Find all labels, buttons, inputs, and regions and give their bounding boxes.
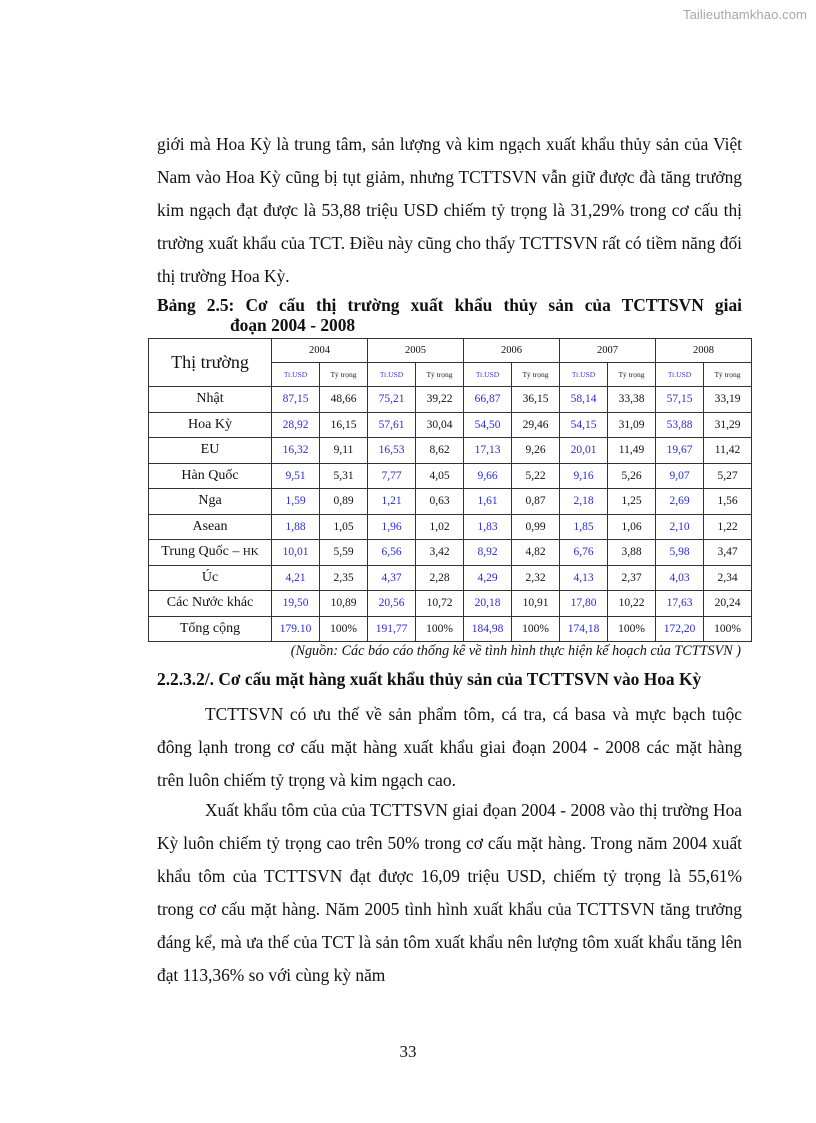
value-usd: 8,92: [464, 540, 512, 566]
value-share: 10,89: [320, 591, 368, 617]
value-usd: 17,80: [560, 591, 608, 617]
value-usd: 57,61: [368, 412, 416, 438]
sub-header-usd: Tr.USD: [368, 363, 416, 387]
value-usd: 75,21: [368, 387, 416, 413]
market-name-label: Nga: [198, 493, 222, 509]
year-header-2004: 2004: [272, 339, 368, 363]
value-usd: 2,10: [656, 514, 704, 540]
value-usd: 20,56: [368, 591, 416, 617]
value-share: 1,56: [704, 489, 752, 515]
year-header-2006: 2006: [464, 339, 560, 363]
value-share: 10,72: [416, 591, 464, 617]
sub-header-share: Tỷ trọng: [704, 363, 752, 387]
value-usd: 184,98: [464, 616, 512, 642]
value-usd: 20,18: [464, 591, 512, 617]
value-usd: 1,85: [560, 514, 608, 540]
value-usd: 9,07: [656, 463, 704, 489]
table-row: [149, 463, 752, 489]
products-paragraph: TCTTSVN có ưu thế về sản phẩm tôm, cá tra, cá basa và mực bạch tuộc đông lạnh trong cơ cấu mặt hàng xuất khẩu giai đoạn 2004 - 2008 các mặt hàng trên luôn chiếm tỷ trọng và kim ngạch cao.: [157, 704, 742, 790]
market-name: [149, 489, 272, 515]
value-share: 4,05: [416, 463, 464, 489]
market-structure-table: [148, 338, 752, 642]
value-usd: 17,13: [464, 438, 512, 464]
value-share: 16,15: [320, 412, 368, 438]
value-share: 1,06: [608, 514, 656, 540]
value-share: 4,82: [512, 540, 560, 566]
table-caption: [157, 295, 742, 335]
sub-header-share: Tỷ trọng: [608, 363, 656, 387]
value-usd: 16,32: [272, 438, 320, 464]
value-share: 20,24: [704, 591, 752, 617]
table-source-note: (Nguồn: Các báo cáo thống kê về tình hình thực hiện kế hoạch của TCTTSVN ): [290, 643, 741, 659]
value-share: 31,29: [704, 412, 752, 438]
value-share: 2,34: [704, 565, 752, 591]
value-share: 100%: [512, 616, 560, 642]
value-usd: 1,96: [368, 514, 416, 540]
value-usd: 4,03: [656, 565, 704, 591]
market-name-label: Nhật: [196, 391, 224, 407]
market-name-label: Các Nước khác: [166, 595, 254, 611]
value-share: 39,22: [416, 387, 464, 413]
value-usd: 4,13: [560, 565, 608, 591]
value-usd: 87,15: [272, 387, 320, 413]
shrimp-paragraph: Xuất khẩu tôm của của TCTTSVN giai đọan 2004 - 2008 vào thị trường Hoa Kỳ luôn chiếm tỷ trọng cao trên 50% trong cơ cấu mặt hàng. Trong năm 2004 xuất khẩu tôm của TCTTSVN đạt được 16,09 triệu USD, chiếm tỷ trọng là 55,61% trong cơ cấu mặt hàng. Năm 2005 tình hình xuất khẩu của TCTTSVN tăng trưởng đáng kể, mà ưa thế của TCT là sản tôm xuất khẩu nên lượng tôm xuất khẩu tăng lên đạt 113,36% so với cùng kỳ năm: [157, 800, 742, 985]
year-header-2005: 2005: [368, 339, 464, 363]
table-row: [149, 591, 752, 617]
value-share: 10,22: [608, 591, 656, 617]
value-share: 5,27: [704, 463, 752, 489]
value-usd: 174,18: [560, 616, 608, 642]
value-usd: 6,56: [368, 540, 416, 566]
value-share: 0,89: [320, 489, 368, 515]
table-row: [149, 616, 752, 642]
market-name-label: Úc: [201, 569, 219, 585]
value-usd: 179.10: [272, 616, 320, 642]
value-usd: 54,50: [464, 412, 512, 438]
value-usd: 28,92: [272, 412, 320, 438]
market-name-suffix: HK: [242, 546, 259, 559]
value-share: 5,22: [512, 463, 560, 489]
value-usd: 6,76: [560, 540, 608, 566]
page-number: 33: [399, 1042, 417, 1061]
value-usd: 1,88: [272, 514, 320, 540]
value-usd: 5,98: [656, 540, 704, 566]
value-share: 0,99: [512, 514, 560, 540]
market-name: [149, 387, 272, 413]
table-row: [149, 438, 752, 464]
value-share: 5,26: [608, 463, 656, 489]
value-usd: 1,83: [464, 514, 512, 540]
market-name: [149, 616, 272, 642]
year-header-2007: 2007: [560, 339, 656, 363]
value-share: 100%: [416, 616, 464, 642]
section-heading: 2.2.3.2/. Cơ cấu mặt hàng xuất khẩu thủy sản của TCTTSVN vào Hoa Kỳ: [157, 669, 702, 689]
value-share: 1,02: [416, 514, 464, 540]
sub-header-usd: Tr.USD: [464, 363, 512, 387]
value-usd: 4,21: [272, 565, 320, 591]
value-share: 11,49: [608, 438, 656, 464]
watermark: Tailieuthamkhao.com: [682, 7, 807, 22]
value-usd: 19,67: [656, 438, 704, 464]
table-row: [149, 540, 752, 566]
value-usd: 17,63: [656, 591, 704, 617]
year-header-2008: 2008: [656, 339, 752, 363]
value-share: 36,15: [512, 387, 560, 413]
market-name-label: Hoa Kỳ: [188, 416, 232, 432]
value-share: 100%: [608, 616, 656, 642]
table-row: [149, 514, 752, 540]
value-usd: 19,50: [272, 591, 320, 617]
market-name-label: Trung Quốc –: [161, 544, 243, 560]
table-row: [149, 489, 752, 515]
market-name: [149, 565, 272, 591]
sub-header-share: Tỷ trọng: [512, 363, 560, 387]
value-share: 9,26: [512, 438, 560, 464]
value-usd: 20,01: [560, 438, 608, 464]
value-usd: 58,14: [560, 387, 608, 413]
table-row: [149, 565, 752, 591]
market-name-label: EU: [200, 442, 220, 458]
value-usd: 2,18: [560, 489, 608, 515]
value-usd: 4,29: [464, 565, 512, 591]
value-usd: 1,61: [464, 489, 512, 515]
value-share: 100%: [320, 616, 368, 642]
value-share: 33,38: [608, 387, 656, 413]
value-share: 30,04: [416, 412, 464, 438]
market-name-label: Hàn Quốc: [181, 467, 239, 483]
value-share: 9,11: [320, 438, 368, 464]
value-usd: 191,77: [368, 616, 416, 642]
value-share: 2,37: [608, 565, 656, 591]
value-usd: 7,77: [368, 463, 416, 489]
value-share: 11,42: [704, 438, 752, 464]
value-usd: 1,59: [272, 489, 320, 515]
value-usd: 10,01: [272, 540, 320, 566]
value-usd: 172,20: [656, 616, 704, 642]
value-usd: 16,53: [368, 438, 416, 464]
value-usd: 57,15: [656, 387, 704, 413]
value-share: 31,09: [608, 412, 656, 438]
sub-header-share: Tỷ trọng: [416, 363, 464, 387]
value-share: 2,28: [416, 565, 464, 591]
value-share: 100%: [704, 616, 752, 642]
value-usd: 2,69: [656, 489, 704, 515]
value-share: 1,25: [608, 489, 656, 515]
market-name: [149, 412, 272, 438]
sub-header-usd: Tr.USD: [272, 363, 320, 387]
value-share: 2,35: [320, 565, 368, 591]
value-share: 29,46: [512, 412, 560, 438]
table-row: [149, 387, 752, 413]
sub-header-usd: Tr.USD: [560, 363, 608, 387]
market-name: [149, 463, 272, 489]
value-usd: 9,51: [272, 463, 320, 489]
value-usd: 9,66: [464, 463, 512, 489]
value-share: 3,42: [416, 540, 464, 566]
value-share: 5,59: [320, 540, 368, 566]
value-share: 5,31: [320, 463, 368, 489]
market-name: [149, 540, 272, 566]
value-share: 48,66: [320, 387, 368, 413]
value-usd: 53,88: [656, 412, 704, 438]
sub-header-share: Tỷ trọng: [320, 363, 368, 387]
value-share: 1,05: [320, 514, 368, 540]
value-share: 3,88: [608, 540, 656, 566]
caption-line-1: Bảng 2.5: Cơ cấu thị trường xuất khẩu thủy sản của TCTTSVN giai: [157, 295, 742, 315]
value-share: 1,22: [704, 514, 752, 540]
caption-line-2: đoạn 2004 - 2008: [230, 315, 356, 335]
value-share: 33,19: [704, 387, 752, 413]
value-usd: 4,37: [368, 565, 416, 591]
market-name: [149, 514, 272, 540]
value-share: 10,91: [512, 591, 560, 617]
market-name-label: Tổng cộng: [179, 620, 241, 636]
table-row: [149, 412, 752, 438]
market-name: [149, 591, 272, 617]
value-share: 3,47: [704, 540, 752, 566]
intro-paragraph: giới mà Hoa Kỳ là trung tâm, sản lượng và kim ngạch xuất khẩu thủy sản của Việt Nam vào Hoa Kỳ cũng bị tụt giảm, nhưng TCTTSVN vẫn giữ được đà tăng trưởng kim ngạch đạt được là 53,88 triệu USD chiếm tỷ trọng là 31,29% trong cơ cấu thị trường xuất khẩu của TCT. Điều này cũng cho thấy TCTTSVN rất có tiềm năng đối thị trường Hoa Kỳ.: [157, 134, 742, 286]
value-usd: 1,21: [368, 489, 416, 515]
value-usd: 66,87: [464, 387, 512, 413]
value-usd: 54,15: [560, 412, 608, 438]
value-usd: 9,16: [560, 463, 608, 489]
value-share: 8,62: [416, 438, 464, 464]
market-name: [149, 438, 272, 464]
market-name-label: Asean: [192, 518, 228, 534]
value-share: 2,32: [512, 565, 560, 591]
sub-header-usd: Tr.USD: [656, 363, 704, 387]
value-share: 0,87: [512, 489, 560, 515]
market-column-header: Thị trường: [149, 339, 272, 387]
value-share: 0,63: [416, 489, 464, 515]
